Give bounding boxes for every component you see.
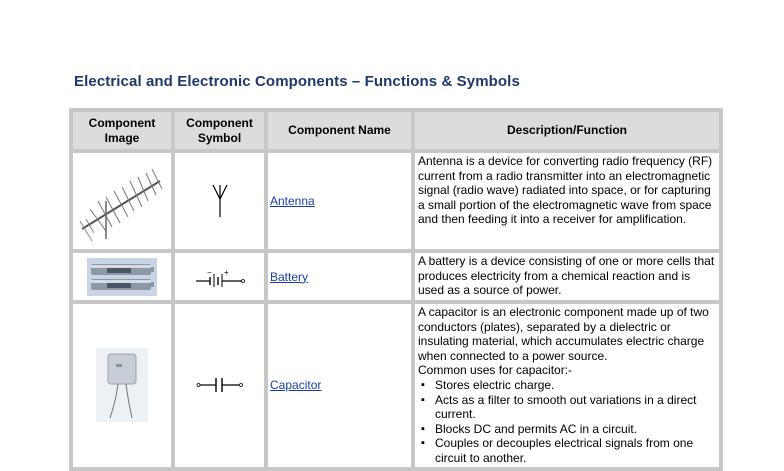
table-header-row — [73, 112, 719, 149]
capacitor-description: A capacitor is an electronic component made up of two conductors (plates), separated by a dielectric or insulating material, which accumulates electric charge when connected to a power source. — [418, 305, 709, 363]
capacitor-uses-label: Common uses for capacitor:- — [418, 363, 573, 378]
capacitor-link[interactable]: Capacitor — [270, 378, 322, 393]
antenna-name-cell — [268, 153, 411, 249]
battery-link[interactable]: Battery — [270, 269, 309, 284]
list-item: ▪ Couples or decouples electrical signals from one circuit to another. — [432, 436, 717, 465]
antenna-image — [76, 161, 168, 241]
page-title: Electrical and Electronic Components – Functions & Symbols — [74, 73, 520, 90]
battery-image-cell — [73, 253, 171, 300]
battery-symbol — [194, 267, 246, 287]
header-description: Description/Function — [415, 112, 719, 149]
capacitor-image — [96, 348, 148, 422]
capacitor-symbol-cell — [175, 304, 264, 467]
capacitor-name-cell — [268, 304, 411, 467]
table-row-antenna — [73, 153, 719, 249]
components-table — [69, 108, 723, 471]
antenna-description: Antenna is a device for converting radio frequency (RF) current from a radio transmitter into an electromagnetic signal (radio wave) radiated into space, or for capturing a small portion of the electromagnetic wave from space and then feeding it into a receiver for amplification. — [415, 153, 719, 249]
list-item: ▪ Acts as a filter to smooth out variations in a direct current. — [432, 393, 717, 422]
capacitor-image-cell — [73, 304, 171, 467]
antenna-symbol — [210, 183, 230, 219]
table-row-capacitor — [73, 304, 719, 467]
antenna-symbol-cell — [175, 153, 264, 249]
capacitor-symbol — [196, 376, 244, 394]
list-item: ▪ Blocks DC and permits AC in a circuit. — [432, 422, 717, 437]
list-item: ▪ Stores electric charge. — [432, 378, 717, 393]
header-component-name: Component Name — [268, 112, 411, 149]
svg-text:+: + — [223, 267, 229, 277]
table-row-battery — [73, 253, 719, 300]
battery-symbol-cell — [175, 253, 264, 300]
antenna-image-cell — [73, 153, 171, 249]
battery-image — [87, 258, 157, 296]
header-component-symbol: Component Symbol — [175, 112, 264, 149]
antenna-link[interactable]: Antenna — [270, 194, 315, 208]
battery-description: A battery is a device consisting of one or more cells that produces electricity from a chemical reaction and is used as a source of power. — [415, 253, 719, 300]
header-component-image: Component Image — [73, 112, 171, 149]
capacitor-uses-list — [418, 378, 717, 466]
svg-text:−: − — [206, 267, 212, 277]
capacitor-description-cell — [415, 304, 719, 467]
battery-name-cell — [268, 253, 411, 300]
